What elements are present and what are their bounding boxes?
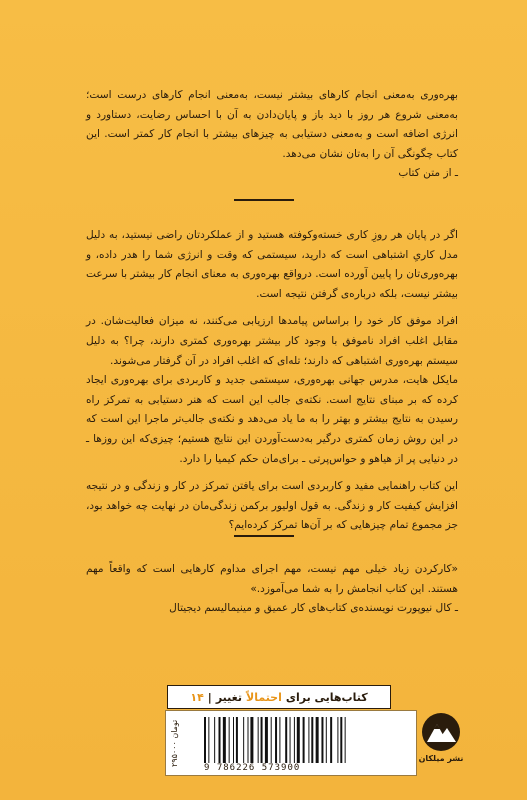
barcode-bar (261, 717, 263, 763)
description-paragraph-1: اگر در پایان هر روزِ کاری خسته‌وکوفته هستید و از عملکردتان راضی نیستید، به دلیل مدل کاریِ اشتباهی است که دارید، سیستمی که وقت و انرژی شما را هدر داده، و بهره‌وری‌تان را پایین آورده است. درواقع بهره‌وری به معنای انجام کار بیشتر با سرعت بیشتر نیست، بلکه درباره‌ی گرفتن نتیجه است. (86, 229, 458, 300)
barcode-bar (311, 717, 313, 763)
series-label-highlight: احتمالاً (246, 690, 282, 704)
barcode-bar (236, 717, 238, 763)
divider-rule (234, 535, 294, 537)
series-separator: | (207, 690, 212, 704)
description-paragraph-4: این کتاب راهنمایی مفید و کاربردی است برای یافتن تمرکز در کار و زندگی و در نتیجه افزایش کیفیت کار و زندگی. به قول اولیور برکمن زندگی‌مان در نهایت چه خواهد بود، جز مجموع تمام چیزهایی که بر آن‌ها تمرکز کرده‌ایم؟ (86, 480, 458, 532)
barcode-bar (258, 717, 259, 763)
description-paragraph-3: مایکل هایت، مدرس جهانی بهره‌وری، سیستمی جدید و کاربردی برای بهره‌وری ایجاد کرده که بر مبنای نتایج است. نکته‌ی جالب این است که هنر دستیابی به تمرکز راه رسیدن به نتایج بیشتر و بهتر را به ما یاد می‌دهد و نکته‌ی جالب‌تر ماجرا این است که در این روش زمان کمتری درگیر به‌دست‌آوردن این نتایج هستیم؛ چیزی‌که این روزها ـ در دنیایی پر از هیاهو و حواس‌پرتی ـ برای‌مان حکم کیمیا را دارد. (86, 374, 458, 465)
price-label: ۲۹۵۰۰۰ تومان (170, 719, 179, 767)
barcode-bar (326, 717, 327, 763)
barcode-bar (248, 717, 249, 763)
intro-paragraph: بهره‌وری به‌معنی انجام کارهای بیشتر نیست، به‌معنی انجام کارهای درست است؛ به‌معنی شروع هر روز با دید باز و پایان‌دادن به آن با احساس رضایت، دستاورد و انرژی اضافه است و به‌معنی دستیابی به چیزهای بیشتر با انجام کار کمتر است. این کتاب چگونگی آن را به‌تان نشان می‌دهد. (86, 89, 458, 160)
barcode-bar (265, 717, 268, 763)
barcode-bar (271, 717, 272, 763)
barcode-bar (233, 717, 234, 763)
barcode-bar (308, 717, 309, 763)
barcode-bar (294, 717, 295, 763)
barcode-bar (297, 717, 300, 763)
description-paragraph-2: افراد موفق کار خود را براساس پیامدها ارزیابی می‌کنند، نه میزان فعالیت‌شان. در مقابل اغلب افراد ناموفق با وجود کار بیشتر بهره‌وری کمتری دارند، چرا؟ به دلیل سیستم بهره‌وری اشتباهی که دارند؛ تله‌ای که اغلب افراد در آن گرفتار می‌شوند. (86, 315, 458, 367)
barcode-bar (285, 717, 287, 763)
barcode-bar (275, 717, 277, 763)
intro-attribution: ـ از متن کتاب (398, 167, 458, 180)
barcode-bar (340, 717, 342, 763)
barcode-bar (214, 717, 215, 763)
barcode-bar (208, 717, 209, 763)
barcode-bar (204, 717, 206, 763)
publisher-logo (418, 712, 464, 772)
barcode-bar (330, 717, 332, 763)
barcode (202, 717, 398, 763)
divider-rule (234, 199, 294, 201)
publisher-name: نشر میلکان (418, 754, 464, 763)
barcode-number: 9 786226 573900 (204, 763, 301, 773)
barcode-bar (229, 717, 230, 763)
barcode-bar (279, 717, 280, 763)
barcode-bar (321, 717, 323, 763)
barcode-bar (290, 717, 291, 763)
barcode-bar (345, 717, 346, 763)
barcode-box (165, 710, 417, 776)
barcode-bar (223, 717, 226, 763)
barcode-bar (316, 717, 319, 763)
series-label-end: تغییر (215, 690, 242, 704)
description-section (86, 226, 458, 536)
barcode-bar (219, 717, 221, 763)
series-number: ۱۴ (190, 690, 204, 704)
mountains-icon (421, 712, 461, 752)
barcode-bar (303, 717, 305, 763)
barcode-bar (337, 717, 338, 763)
series-label: کتاب‌هایی برای (285, 690, 368, 704)
endorsement-attribution: ـ کال نیوپورت نویسنده‌ی کتاب‌های کار عمیق و مینیمالیسم دیجیتال (169, 602, 458, 615)
endorsement-quote: «کارکردن زیاد خیلی مهم نیست، مهم اجرای مداوم کارهایی است که واقعاً مهم هستند. این کتاب انجامش را به شما می‌آموزد.» (86, 563, 458, 595)
intro-section (86, 86, 458, 184)
barcode-bar (250, 717, 253, 763)
endorsement-section (86, 560, 458, 619)
barcode-bar (243, 717, 244, 763)
series-banner (167, 685, 391, 709)
